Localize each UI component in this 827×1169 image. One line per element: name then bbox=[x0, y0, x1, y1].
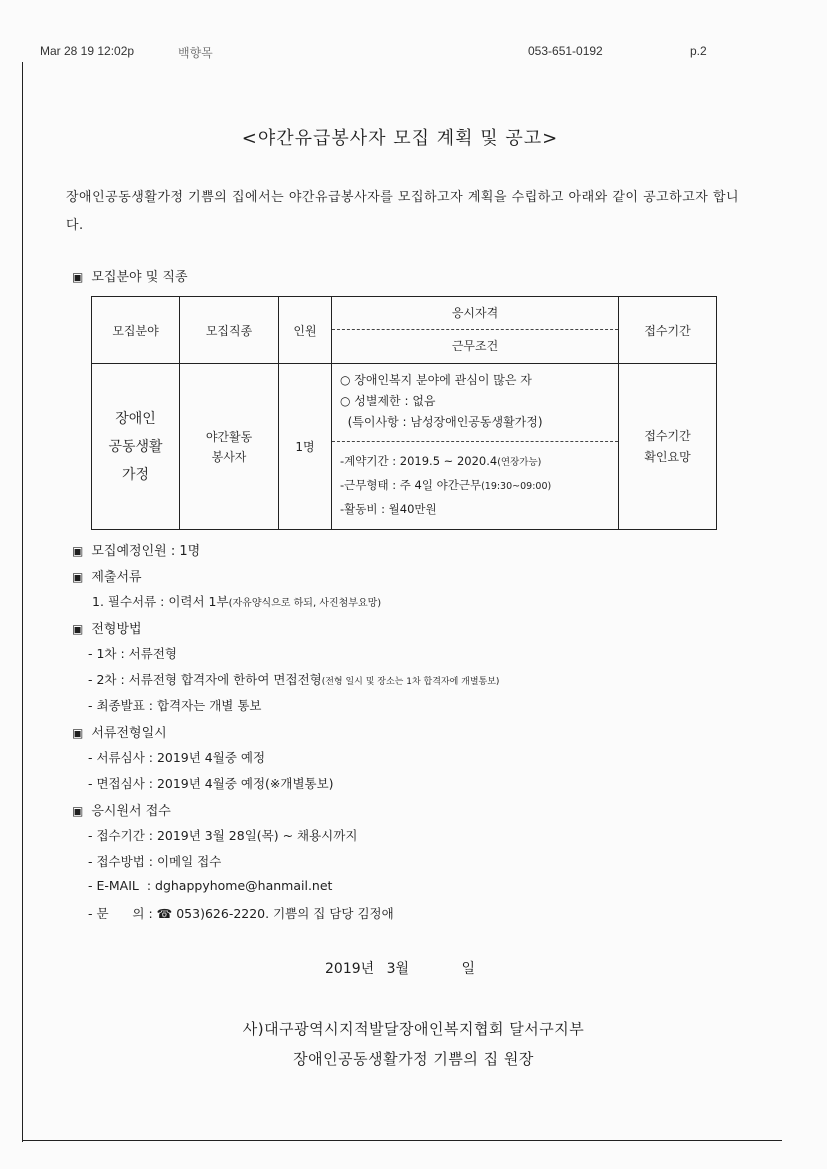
section-docs bbox=[72, 566, 142, 585]
cell-period-line: 확인요망 bbox=[644, 449, 691, 464]
method-item bbox=[88, 670, 499, 688]
document-title: <야간유급봉사자 모집 계획 및 공고> bbox=[241, 128, 559, 149]
section-schedule-title: 서류전형일시 bbox=[91, 726, 167, 741]
header-qual: 응시자격 bbox=[332, 297, 618, 330]
fax-phone: 053-651-0192 bbox=[528, 44, 603, 58]
cell-qual-cond bbox=[332, 364, 619, 530]
date-month: 3월 bbox=[386, 961, 410, 977]
qual-list bbox=[332, 364, 618, 442]
method-item-note: (전형 일시 및 장소는 1차 합격자에 개별통보) bbox=[321, 677, 500, 687]
cell-field-line: 장애인 bbox=[115, 410, 156, 427]
cond-item-note: (19:30~09:00) bbox=[481, 481, 552, 492]
fax-date: Mar 28 19 12:02p bbox=[40, 44, 135, 58]
section-field bbox=[72, 266, 188, 285]
section-schedule bbox=[72, 722, 167, 741]
document-date bbox=[325, 958, 475, 978]
qual-item: (특이사항 : 남성장애인공동생활가정) bbox=[340, 415, 543, 429]
cond-item bbox=[340, 450, 610, 474]
header-qual-cond bbox=[332, 297, 619, 364]
cond-item bbox=[340, 474, 610, 498]
section-marker-icon: ▣ bbox=[72, 570, 84, 584]
date-day: 일 bbox=[461, 961, 476, 977]
cell-field bbox=[92, 364, 180, 530]
section-apply bbox=[72, 800, 171, 819]
cell-period bbox=[619, 364, 717, 530]
section-marker-icon: ▣ bbox=[72, 270, 84, 284]
docs-item-text: 1. 필수서류 : 이력서 1부 bbox=[92, 594, 229, 609]
section-marker-icon: ▣ bbox=[72, 726, 84, 740]
cond-list bbox=[332, 442, 618, 529]
signature-head: 장애인공동생활가정 기쁨의 집 원장 bbox=[293, 1050, 534, 1068]
method-item-text: - 2차 : 서류전형 합격자에 한하여 면접전형 bbox=[88, 672, 322, 687]
section-count-title: 모집예정인원 : 1명 bbox=[91, 544, 201, 559]
section-marker-icon: ▣ bbox=[72, 544, 84, 558]
method-item: - 최종발표 : 합격자는 개별 통보 bbox=[88, 698, 262, 713]
docs-item-note: (자유양식으로 하되, 사진첨부요망) bbox=[228, 598, 382, 609]
cond-item: -활동비 : 월40만원 bbox=[340, 502, 437, 516]
docs-item bbox=[92, 592, 381, 610]
fax-page-number: p.2 bbox=[690, 44, 707, 58]
cell-count: 1명 bbox=[279, 364, 332, 530]
section-docs-title: 제출서류 bbox=[91, 570, 142, 585]
table-header-row bbox=[92, 297, 717, 364]
header-period: 접수기간 bbox=[619, 297, 717, 364]
intro-paragraph: 장애인공동생활가정 기쁨의 집에서는 야간유급봉사자를 모집하고자 계획을 수립하고 아래와 같이 공고하고자 합니다. bbox=[66, 190, 740, 233]
cond-item-note: (연장가능) bbox=[497, 457, 542, 468]
bottom-line bbox=[22, 1140, 782, 1141]
header-count: 인원 bbox=[279, 297, 332, 364]
qual-item: ○ 장애인복지 분야에 관심이 많은 자 bbox=[340, 373, 532, 387]
section-marker-icon: ▣ bbox=[72, 804, 84, 818]
cell-job-line: 야간활동 bbox=[205, 429, 253, 444]
date-year: 2019년 bbox=[325, 961, 375, 977]
cond-item-text: -근무형태 : 주 4일 야간근무 bbox=[340, 478, 482, 492]
contact-value: 053)626-2220. 기쁨의 집 담당 김정애 bbox=[176, 906, 394, 921]
signature-organization: 사)대구광역시지적발달장애인복지협회 달서구지부 bbox=[242, 1020, 585, 1038]
cell-field-line: 공동생활 bbox=[108, 438, 163, 455]
header-job: 모집직종 bbox=[180, 297, 279, 364]
section-marker-icon: ▣ bbox=[72, 622, 84, 636]
method-item: - 1차 : 서류전형 bbox=[88, 646, 177, 661]
phone-icon: ☎ bbox=[156, 906, 173, 921]
section-apply-title: 응시원서 접수 bbox=[91, 804, 171, 819]
section-field-title: 모집분야 및 직종 bbox=[91, 270, 188, 285]
left-margin-line bbox=[22, 62, 23, 1142]
apply-email: - E-MAIL : dghappyhome@hanmail.net bbox=[88, 878, 333, 893]
cell-job-line: 봉사자 bbox=[211, 449, 247, 464]
apply-method: - 접수방법 : 이메일 접수 bbox=[88, 854, 222, 869]
fax-sender: 백향목 bbox=[178, 46, 213, 60]
qual-item: ○ 성별제한 : 없음 bbox=[340, 394, 436, 408]
cell-job bbox=[180, 364, 279, 530]
apply-period: - 접수기간 : 2019년 3월 28일(목) ~ 채용시까지 bbox=[88, 828, 358, 843]
cond-item-text: -계약기간 : 2019.5 ~ 2020.4 bbox=[340, 454, 498, 468]
section-count bbox=[72, 540, 200, 559]
section-method bbox=[72, 618, 142, 637]
table-row bbox=[92, 364, 717, 530]
header-cond: 근무조건 bbox=[451, 339, 499, 353]
cell-field-line: 가정 bbox=[121, 466, 150, 483]
recruit-table bbox=[91, 296, 717, 530]
header-field: 모집분야 bbox=[92, 297, 180, 364]
schedule-item: - 면접심사 : 2019년 4월중 예정(※개별통보) bbox=[88, 776, 334, 791]
section-method-title: 전형방법 bbox=[91, 622, 142, 637]
cell-period-line: 접수기간 bbox=[644, 428, 691, 443]
schedule-item: - 서류심사 : 2019년 4월중 예정 bbox=[88, 750, 266, 765]
contact-label: - 문 의 : bbox=[88, 906, 153, 921]
apply-contact bbox=[88, 904, 394, 922]
